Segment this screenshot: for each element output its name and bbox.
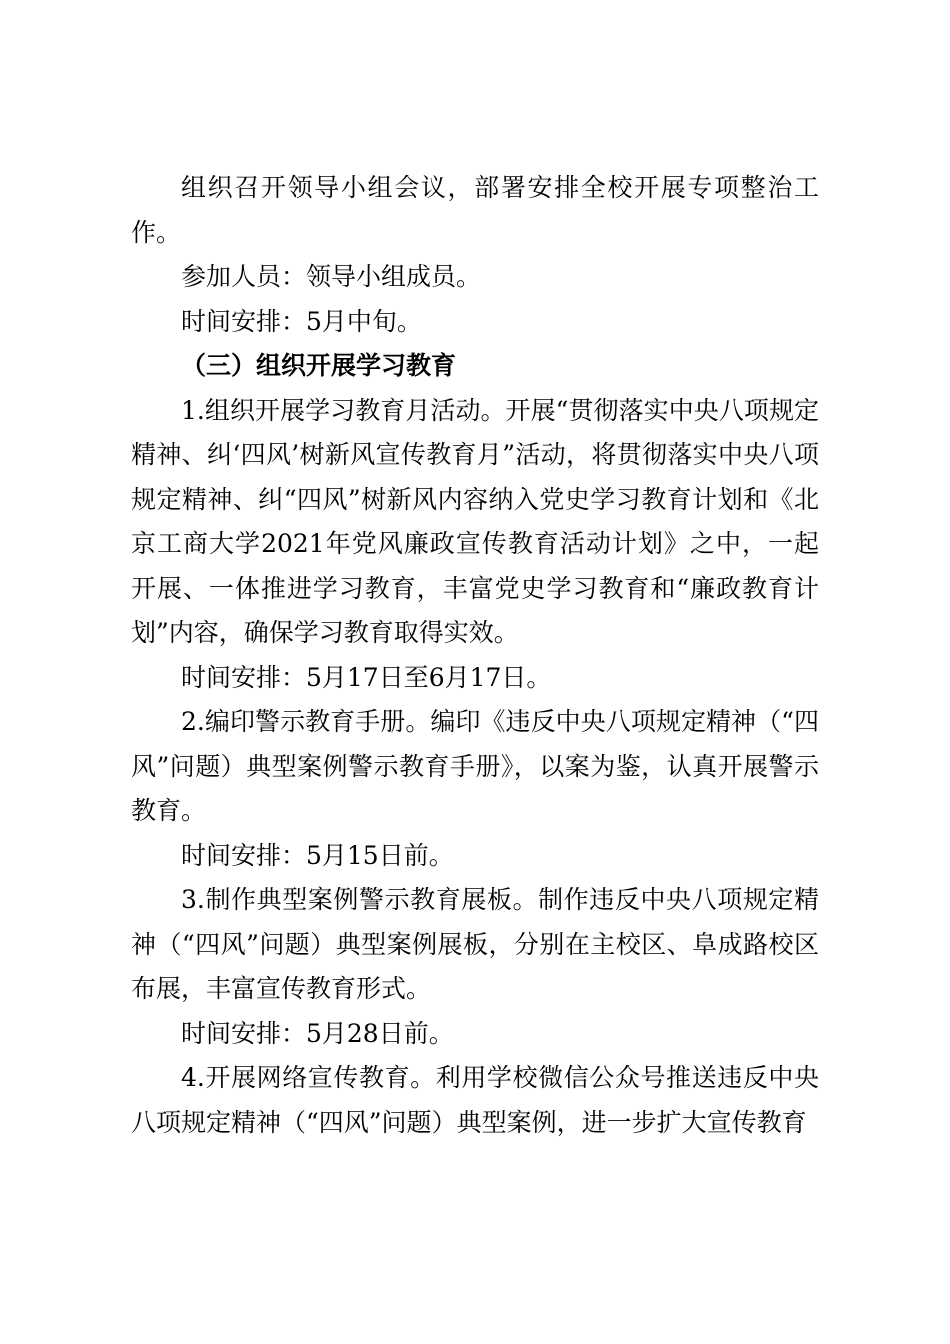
paragraph-meeting: 组织召开领导小组会议，部署安排全校开展专项整治工作。 [131,173,819,247]
paragraph-schedule-2: 时间安排：5月17日至6月17日。 [181,662,552,692]
paragraph-schedule-1: 时间安排：5月中旬。 [181,306,422,336]
paragraph-participants: 参加人员：领导小组成员。 [181,262,482,291]
paragraph-item-3: 3.制作典型案例警示教育展板。制作违反中央八项规定精神（“四风”问题）典型案例展板，分别在主校区、阜成路校区布展，丰富宣传教育形式。 [131,885,819,1003]
paragraph-item-2: 2.编印警示教育手册。编印《违反中央八项规定精神（“四风”问题）典型案例警示教育手册》，以案为鉴，认真开展警示教育。 [131,707,819,825]
paragraph-schedule-3: 时间安排：5月15日前。 [181,840,454,870]
paragraph-item-4: 4.开展网络宣传教育。利用学校微信公众号推送违反中央八项规定精神（“四风”问题）典型案例，进一步扩大宣传教育 [131,1063,819,1137]
paragraph-item-1: 1.组织开展学习教育月活动。开展“贯彻落实中央八项规定精神、纠‘四风’树新风宣传教育月”活动，将贯彻落实中央八项规定精神、纠“四风”树新风内容纳入党史学习教育计划和《北京工商大学2021年党风廉政宣传教育活动计划》之中，一起开展、一体推进学习教育，丰富党史学习教育和“廉政教育计划”内容，确保学习教育取得实效。 [131,395,819,647]
paragraph-schedule-4: 时间安排：5月28日前。 [181,1018,454,1048]
document-body [131,166,819,1145]
section-heading: （三）组织开展学习教育 [181,351,457,380]
